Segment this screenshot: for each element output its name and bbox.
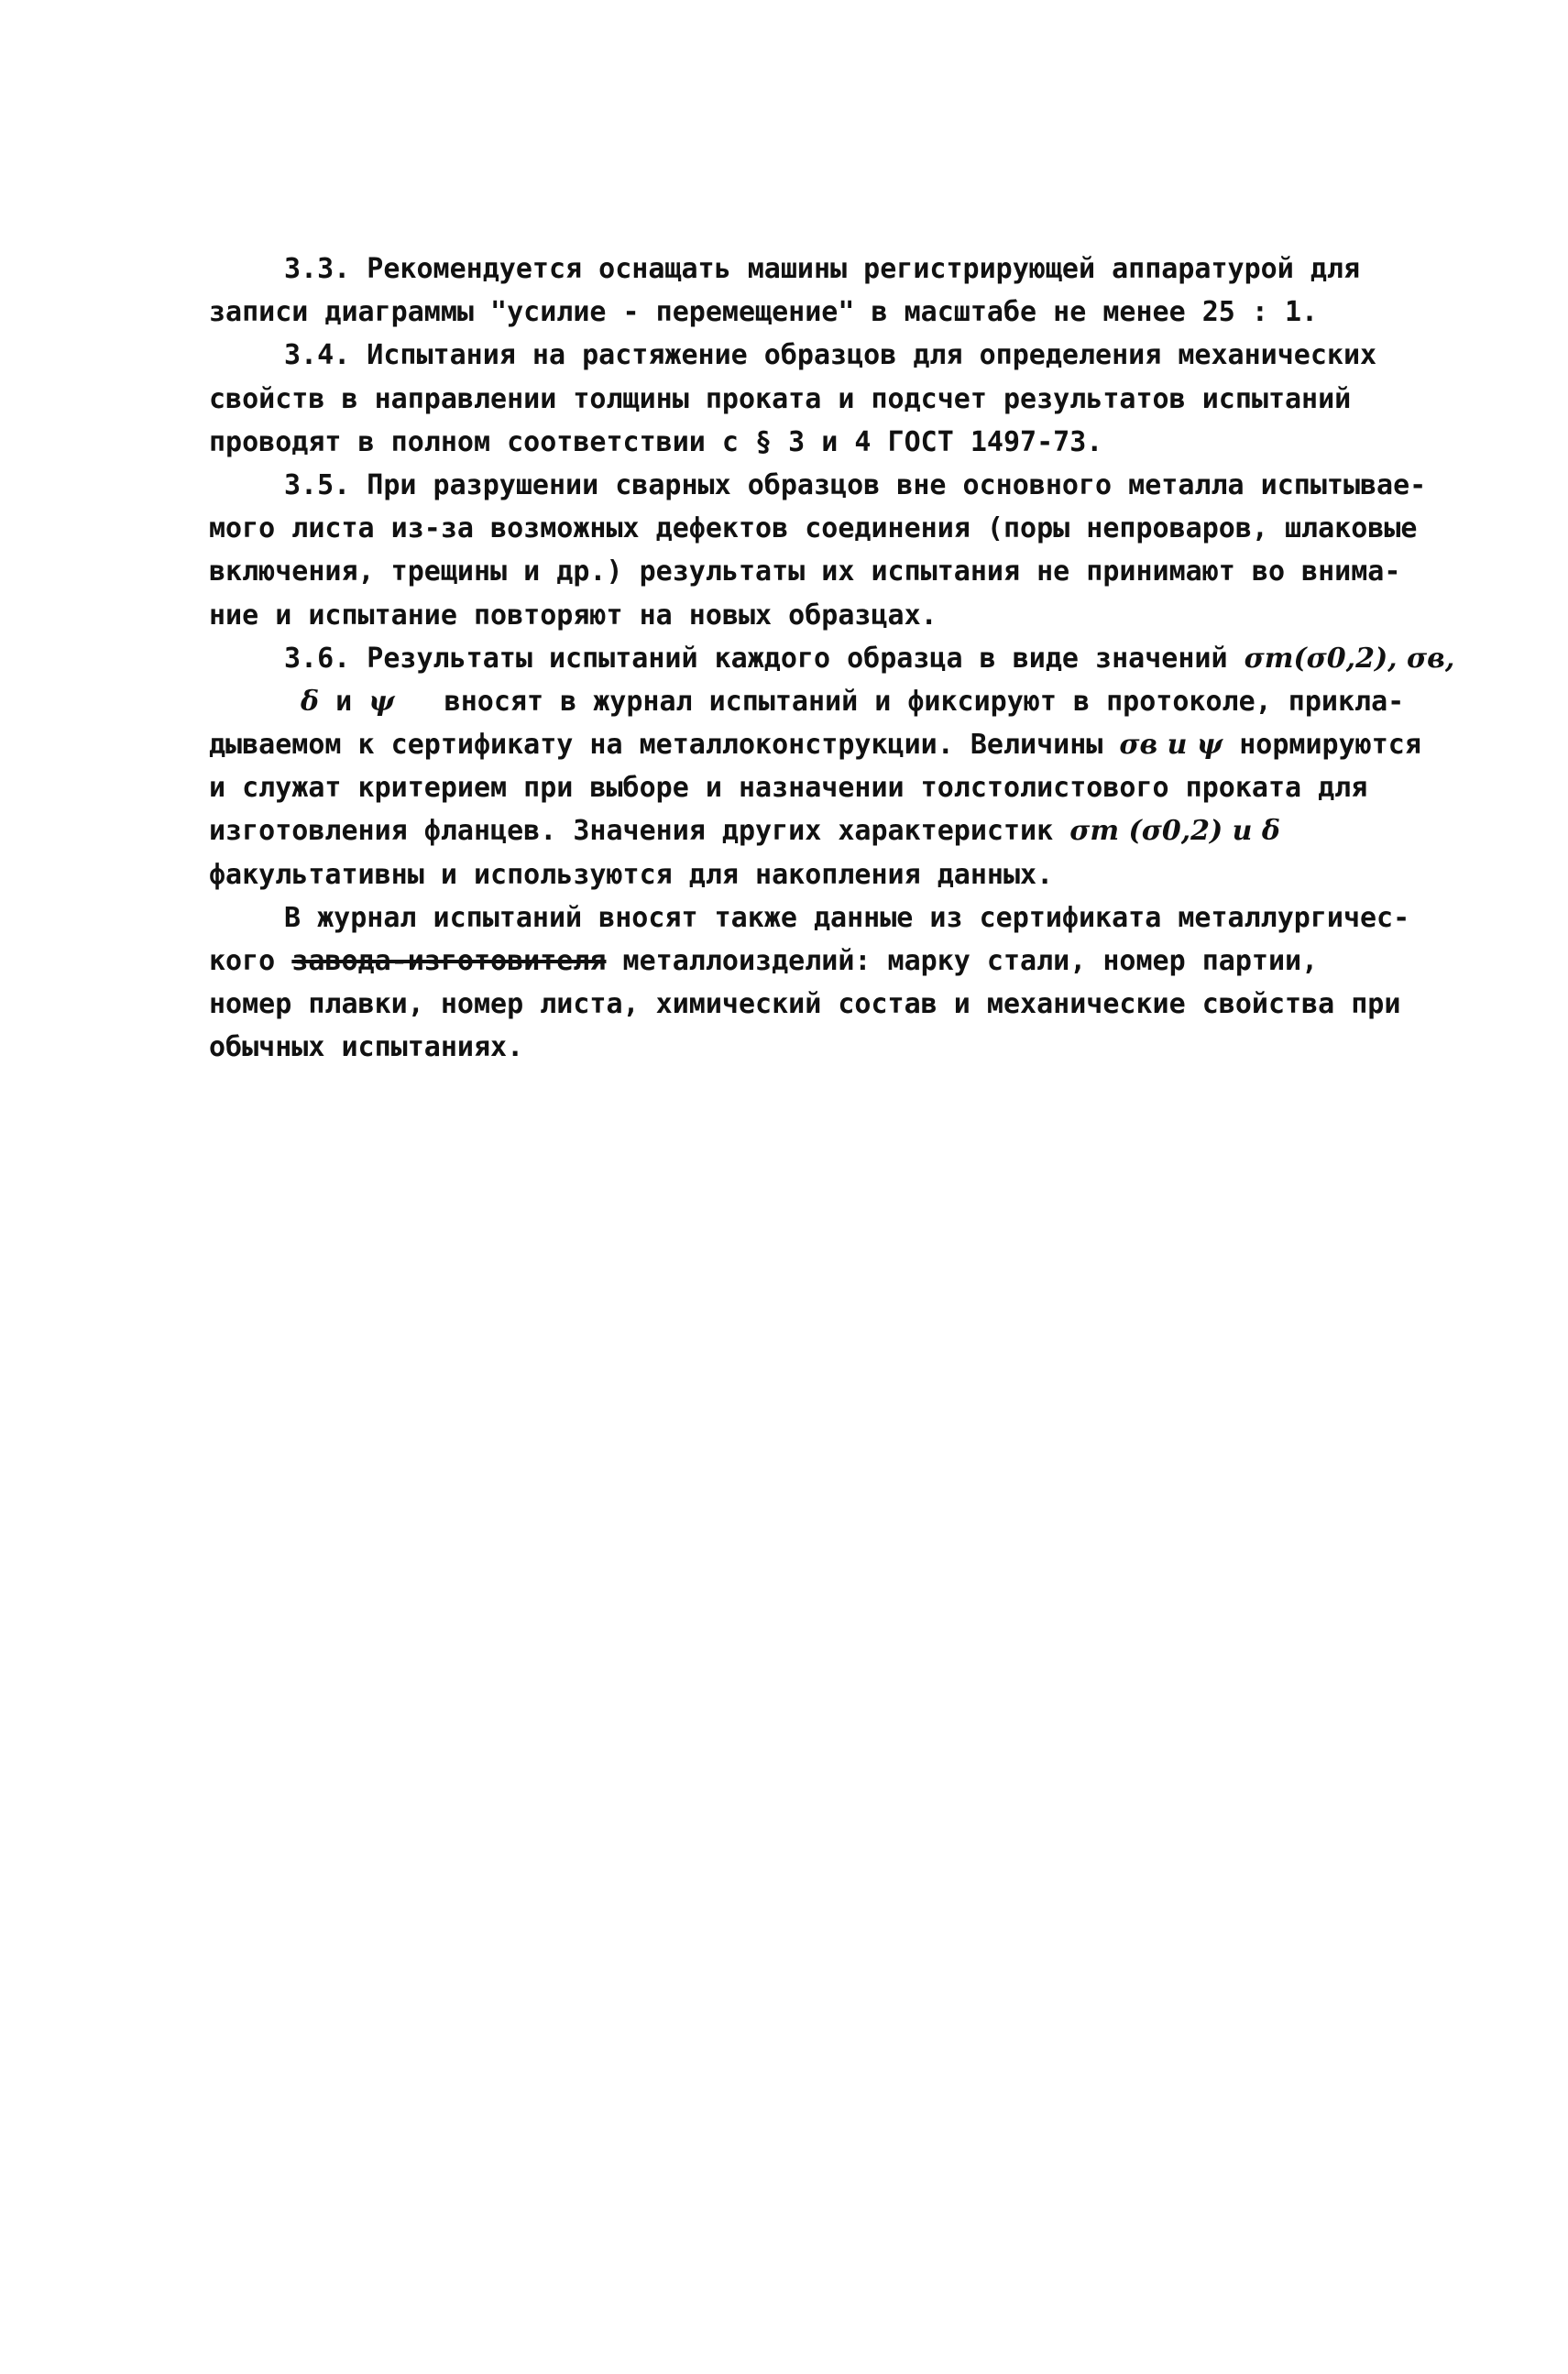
conjunction-and: и <box>319 685 369 718</box>
symbol-delta: δ <box>301 685 320 718</box>
paragraph-3-5-line-3: включения, трещины и др.) результаты их испытания не принимают во внима- <box>209 555 1401 588</box>
paragraph-3-6-line-3-end: нормируются <box>1223 729 1421 762</box>
paragraph-3-6-line-6: факультативны и используются для накопления данных. <box>209 858 1054 891</box>
paragraph-3-7-line-2-a: кого <box>209 945 292 977</box>
paragraph-3-6-line-2-text: вносят в журнал испытаний и фиксируют в протоколе, прикла- <box>394 685 1405 718</box>
paragraph-3-7-line-4: обычных испытаниях. <box>209 1031 524 1064</box>
symbol-psi: ψ <box>368 685 395 718</box>
paragraph-3-7-line-2-b: металлоизделий: марку стали, номер партии, <box>606 945 1319 977</box>
paragraph-3-7-line-2 <box>209 940 1464 983</box>
paragraph-3-4-line-2: свойств в направлении толщины проката и подсчет результатов испытаний <box>209 382 1352 415</box>
paragraph-3-6-line-5 <box>209 809 1464 852</box>
paragraph-3-3-line-1: 3.3. Рекомендуется оснащать машины регистрирующей аппаратурой для <box>284 253 1360 285</box>
paragraph-3-5-line-2: мого листа из-за возможных дефектов соединения (поры непроваров, шлаковые <box>209 512 1418 545</box>
symbol-sigma-t-sigma-b: σт(σ0,2), σв, <box>1244 642 1455 675</box>
paragraph-3-6-line-3-text: дываемом к сертификату на металлоконструкции. Величины <box>209 729 1103 762</box>
paragraph-3-6-line-2 <box>209 680 1464 723</box>
paragraph-3-3-line-2: записи диаграммы "усилие - перемещение" в масштабе не менее 25 : 1. <box>209 296 1319 329</box>
struck-through-text: завода-изготовителя <box>291 945 607 977</box>
paragraph-3-7-line-3: номер плавки, номер листа, химический состав и механические свойства при <box>209 988 1401 1021</box>
paragraph-3-6-line-1-text: 3.6. Результаты испытаний каждого образца в виде значений <box>284 642 1228 675</box>
paragraph-3-5-line-1: 3.5. При разрушении сварных образцов вне основного металла испытывае- <box>284 468 1427 501</box>
paragraph-3-4-line-1: 3.4. Испытания на растяжение образцов для определения механических <box>284 339 1377 372</box>
symbol-sigma-t-delta: σт (σ0,2) и δ <box>1069 815 1280 848</box>
paragraph-3-6-line-1 <box>209 637 1464 680</box>
paragraph-3-6-line-3 <box>209 723 1464 766</box>
paragraph-3-5-line-4: ние и испытание повторяют на новых образцах. <box>209 599 938 632</box>
paragraph-3-4-line-3: проводят в полном соответствии с § 3 и 4 ГОСТ 1497-73. <box>209 425 1103 458</box>
document-text <box>209 247 1464 1070</box>
paragraph-3-6-line-4: и служат критерием при выборе и назначении толстолистового проката для <box>209 772 1368 805</box>
symbol-sigma-b-psi: σв и ψ <box>1119 729 1223 762</box>
paragraph-3-7-line-1: В журнал испытаний вносят также данные из сертификата металлургичес- <box>284 901 1410 934</box>
paragraph-3-6-line-5-text: изготовления фланцев. Значения других характеристик <box>209 815 1054 848</box>
